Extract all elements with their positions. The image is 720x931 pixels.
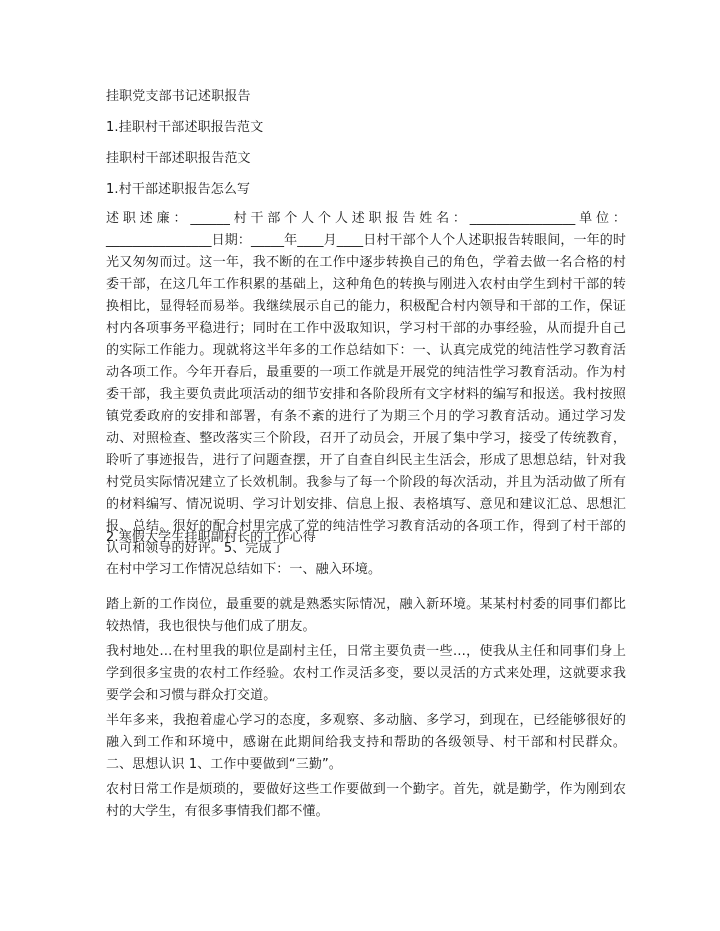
heading-2: 挂职村干部述职报告范文: [106, 151, 251, 166]
heading-4: 2.寒假大学生挂职副村长的工作心得: [106, 530, 316, 545]
paragraph-4: 半年多来，我抱着虚心学习的态度，多观察、多动脑、多学习，到现在，已经能够很好的融入到工作和环境中，感谢在此期间给我支持和帮助的各级领导、村干部和村民群众。二、思想认识 1、工作中要做到“三勤”。: [106, 713, 626, 772]
heading-1: 1.挂职村干部述职报告范文: [106, 120, 264, 135]
main-paragraph: 述职述廉：______村干部个人个人述职报告姓名：________________单位：________________日期：_____年____月____日村干部个人个人述职报告转眼间，一年的时光又匆匆而过。这一年，我不断的在工作中逐步转换自己的角色，学着去做一名合格的村委干部，在这几年工作积累的基础上，这种角色的转换与刚进入农村由学生到村干部的转换相比，显得轻而易举。我继续展示自己的能力，积极配合村内领导和干部的工作，保证村内各项事务平稳进行；同时在工作中汲取知识，学习村干部的办事经验，从而提升自己的实际工作能力。现就将这半年多的工作总结如下：一、认真完成党的纯洁性学习教育活动各项工作。今年开春后，最重要的一项工作就是开展党的纯洁性学习教育活动。作为村委干部，我主要负责此项活动的细节安排和各阶段所有文字材料的编写和报送。我村按照镇党委政府的安排和部署，有条不紊的进行了为期三个月的学习教育活动。通过学习发动、对照检查、整改落实三个阶段，召开了动员会，开展了集中学习，接受了传统教育，聆听了事迹报告，进行了问题查摆，开了自查自纠民主生活会，形成了思想总结，针对我村党员实际情况建立了长效机制。我参与了每一个阶段的每次活动，并且为活动做了所有的材料编写、情况说明、学习计划安排、信息上报、表格填写、意见和建议汇总、思想汇报、总结。很好的配合村里完成了党的纯洁性学习教育活动的各项工作，得到了村干部的认可和领导的好评。5、完成了: [106, 211, 626, 556]
paragraph-2: 踏上新的工作岗位，最重要的就是熟悉实际情况，融入新环境。某某村村委的同事们都比较热情，我也很快与他们成了朋友。: [106, 597, 626, 634]
paragraph-1: 在村中学习工作情况总结如下：一、融入环境。: [106, 562, 382, 577]
paragraph-5: 农村日常工作是烦琐的，要做好这些工作要做到一个勤字。首先，就是勤学，作为刚到农村的大学生，有很多事情我们都不懂。: [106, 782, 626, 819]
heading-3: 1.村干部述职报告怎么写: [106, 182, 251, 197]
paragraph-3: 我村地处…在村里我的职位是副村主任，日常主要负责一些…，使我从主任和同事们身上学到很多宝贵的农村工作经验。农村工作灵活多变，要以灵活的方式来处理，这就要求我要学会和习惯与群众打交道。: [106, 644, 626, 703]
document-title: 挂职党支部书记述职报告: [106, 89, 251, 104]
